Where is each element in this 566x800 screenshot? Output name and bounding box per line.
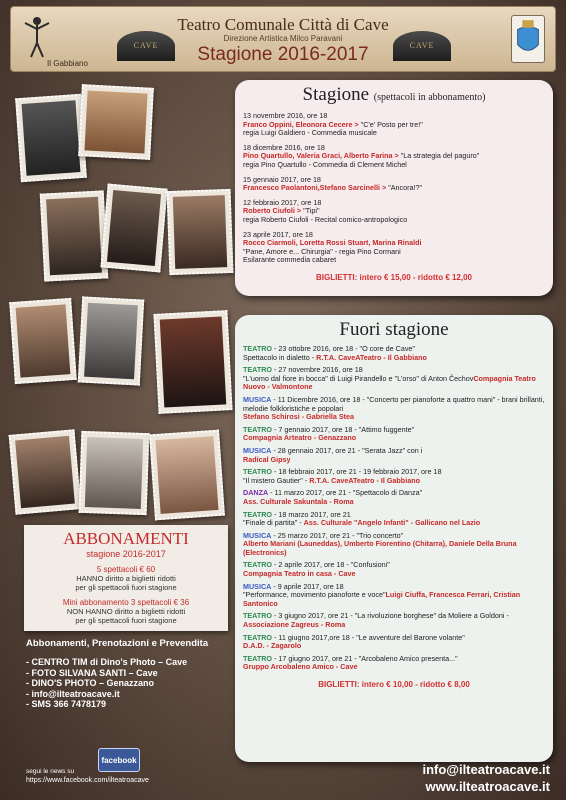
stagione-event [235,231,553,265]
offer-full-note-1: HANNO diritto a biglietti ridotti [76,574,176,583]
event-company: Luigi Ciuffa, Francesca Ferrari, Cristian Santonico [243,590,521,608]
event-category: TEATRO [243,560,273,570]
artist-photo [78,296,144,385]
event-cast-line [243,184,545,193]
contact-email[interactable]: - info@ilteatroacave.it [26,688,120,699]
artistic-direction: Direzione Artistica Milco Paravani [223,34,343,43]
coat-of-arms-icon [511,15,545,63]
event-category: MUSICA [243,445,272,455]
stagione-event [235,176,553,193]
event-artists: Franco Oppini, Eleonora Cecere > [243,119,359,129]
event-artists: Pino Quartullo, Valeria Graci, Alberto Farina > [243,151,399,161]
theatre-name: Teatro Comunale Città di Cave [177,15,389,34]
stagione-prices: BIGLIETTI: intero € 15,00 - ridotto € 12,00 [315,272,473,282]
artist-photo [79,431,150,515]
event-text: - 18 febbraio 2017, ore 21 - 19 febbraio 2017, ore 18 [272,467,442,477]
event-company: Associazione Zagreus - Roma [243,620,346,630]
event-text: - 18 marzo 2017, ore 21 [272,509,351,519]
event-date: 18 dicembre 2016, ore 18 [243,142,325,152]
event-text: - 9 aprile 2017, ore 18 [271,581,344,591]
facebook-follow-text: segui le news su [26,768,75,775]
event-company: D.A.D. - Zagarolo [243,641,302,651]
contact-line: - DINO'S PHOTO – Genazzano [26,678,154,688]
stagione-panel [235,80,553,296]
artist-photo [167,189,234,275]
artist-photo [149,430,225,521]
event-description: "Performance, movimento pianoforte e voce" [243,590,386,600]
stagione-events-list [235,112,553,265]
fuori-event [235,426,553,443]
event-company: Ass. Culturale "Angelo Infanti" - Gallicano nel Lazio [303,518,481,528]
artist-photo [15,94,87,182]
event-heading [243,396,545,413]
fuori-stagione-panel [235,315,553,762]
facebook-icon[interactable]: facebook [98,748,140,772]
event-company: Stefano Schirosi - Gabriella Stea [243,412,355,422]
event-category: DANZA [243,488,269,498]
abbonamenti-season: stagione 2016-2017 [86,549,166,559]
abbonamenti-box [24,525,228,631]
event-date: 23 aprile 2017, ore 18 [243,229,313,239]
event-show: "C'e' Posto per tre!" [358,119,423,129]
event-artists: Rocco Ciarmoli, Loretta Rossi Stuart, Marina Rinaldi [243,238,422,248]
event-category: TEATRO [243,632,273,642]
fuori-event [235,489,553,506]
fuori-event [235,511,553,528]
fuori-prices: BIGLIETTI: intero € 10,00 - ridotto € 8,00 [318,680,470,689]
event-category: TEATRO [243,653,273,663]
event-text: - 28 gennaio 2017, ore 21 - "Serata Jazz" con i [271,445,423,455]
stagione-event [235,199,553,225]
fuori-event [235,468,553,485]
event-description: "L'uomo dal fiore in bocca" di Luigi Pirandello e "L'orso" di Anton Čechov [243,373,474,383]
theatre-emblem-right-icon: CAVE [393,31,451,61]
event-date: 15 gennaio 2017, ore 18 [243,174,321,184]
event-show: "Tipi" [301,206,320,216]
event-category: TEATRO [243,424,273,434]
event-line [243,354,545,363]
footer-website-link[interactable]: www.ilteatroacave.it [425,779,550,794]
event-line [243,591,545,608]
event-company: Radical Gipsy [243,454,291,464]
event-text: - 23 ottobre 2016, ore 18 - "O core de Cave" [272,344,415,353]
stagione-title-text: Stagione [302,84,370,105]
stagione-title [235,84,553,106]
event-detail: regia Pino Quartullo - Commedia di Clement Michel [243,159,407,169]
event-company: Alberto Mariani (Launeddas), Umberto Fiorentino (Chitarra), Daniele Della Bruna (Electronics) [243,539,517,557]
event-description: Spettacolo in dialetto - [243,352,317,362]
contact-line: - CENTRO TIM di Dino's Photo – Cave [26,657,188,667]
event-company: Ass. Culturale Sakuntala - Roma [243,496,354,506]
season-title: Stagione 2016-2017 [197,44,369,65]
offer-mini-note-2: per gli spettacoli fuori stagione [75,616,177,625]
event-text: - 17 giugno 2017, ore 21 - "Arcobaleno Amico presenta..." [272,653,458,663]
theatre-emblem-left-icon: CAVE [117,31,175,61]
event-text: - 11 marzo 2017, ore 21 - "Spettacolo di Danza" [268,488,423,498]
event-description: "Finale di partita" - [243,518,304,528]
event-show: "Ancora!?" [386,183,423,193]
event-company: R.T.A. CaveATeatro - Il Gabbiano [309,475,420,485]
event-company: Gruppo Arcobaleno Amico - Cave [243,662,358,672]
event-category: MUSICA [243,581,272,591]
event-text: - 11 Dicembre 2016, ore 18 - "Concerto per pianoforte a quattro mani" - brani brillanti, melodie folkloristiche e popolari [243,394,545,413]
event-detail: Esilarante commedia cabaret [243,255,337,265]
contact-line: - FOTO SILVANA SANTI – Cave [26,667,158,678]
event-category: TEATRO [243,344,273,353]
header-banner [10,6,556,72]
contacts-section [26,638,236,710]
artist-photo [40,190,109,281]
event-detail: "Pane, Amore e... Chirurgia" - regia Pino Cormani [243,246,401,256]
event-text: - 3 giugno 2017, ore 21 - "La rivoluzione borghese" da Moliere a Goldoni - [272,611,509,621]
fuori-event [235,447,553,464]
event-category: TEATRO [243,467,273,477]
event-category: MUSICA [243,530,272,540]
event-company: Compagnia Teatro in casa - Cave [243,569,356,579]
artist-photo [9,429,82,514]
footer-email-link[interactable]: info@ilteatroacave.it [422,762,550,777]
event-company: Compagnia Arteatro - Genazzano [243,433,357,443]
artist-photo [78,84,154,160]
contact-sms: - SMS 366 7478179 [26,699,107,709]
event-text: - 2 aprile 2017, ore 18 - "Confusioni" [272,560,390,570]
event-line [243,519,545,528]
event-detail: regia Luigi Galdiero - Commedia musicale [243,128,377,138]
event-category: TEATRO [243,509,273,519]
offer-mini-note-1: NON HANNO diritto a biglietti ridotti [66,607,186,616]
fuori-events-list [235,345,553,672]
fuori-event [235,655,553,672]
event-description: "Il mistero Gautier" - [243,475,310,485]
event-line [243,375,545,392]
stagione-event [235,112,553,138]
stagione-subtitle: (spettacoli in abbonamento) [373,92,486,103]
logo-label: Il Gabbiano [47,59,88,68]
abbonamento-offer-full: 5 spettacoli € 60 [96,565,156,574]
abbonamenti-title: ABBONAMENTI [63,529,189,548]
event-text: - 7 gennaio 2017, ore 18 - "Attimo fuggente" [272,424,415,434]
artist-photo [100,184,167,273]
event-artists: Roberto Ciufoli > [243,206,302,216]
offer-full-note-2: per gli spettacoli fuori stagione [75,583,177,592]
event-show: "La strategia del paguro" [398,151,480,161]
fuori-event [235,396,553,422]
event-text: - 27 novembre 2016, ore 18 [272,365,363,375]
event-category: TEATRO [243,611,273,621]
stagione-event [235,144,553,170]
fuori-event [235,634,553,651]
event-line [243,477,545,486]
artist-photo [153,310,232,414]
artist-photo [9,298,77,384]
event-category: TEATRO [243,365,273,375]
event-company: Compagnia Teatro Nuovo - Valmontone [243,373,536,392]
fuori-event [235,583,553,609]
fuori-event [235,561,553,578]
fuori-event [235,612,553,629]
abbonamento-offer-mini: Mini abbonamento 3 spettacoli € 36 [62,598,190,607]
event-company: R.T.A. CaveATeatro - Il Gabbiano [316,352,427,362]
fuori-event [235,366,553,392]
facebook-url-link[interactable]: https://www.facebook.com/ilteatroacave [26,777,149,784]
event-date: 12 febbraio 2017, ore 18 [243,197,322,207]
event-text: - 25 marzo 2017, ore 21 - "Trio concerto" [271,530,404,540]
fuori-event [235,532,553,558]
event-artists: Francesco Paolantoni,Stefano Sarcinelli > [243,183,387,193]
fuori-event [235,345,553,362]
event-date: 13 novembre 2016, ore 18 [243,111,328,120]
fuori-stagione-title: Fuori stagione [339,319,449,340]
event-category: MUSICA [243,394,272,404]
contacts-title: Abbonamenti, Prenotazioni e Prevendita [26,638,209,649]
event-detail: regia Roberto Ciufoli - Recital comico-antropologico [243,214,408,224]
event-text: - 11 giugno 2017,ore 18 - "Le avventure del Barone volante" [272,632,465,642]
